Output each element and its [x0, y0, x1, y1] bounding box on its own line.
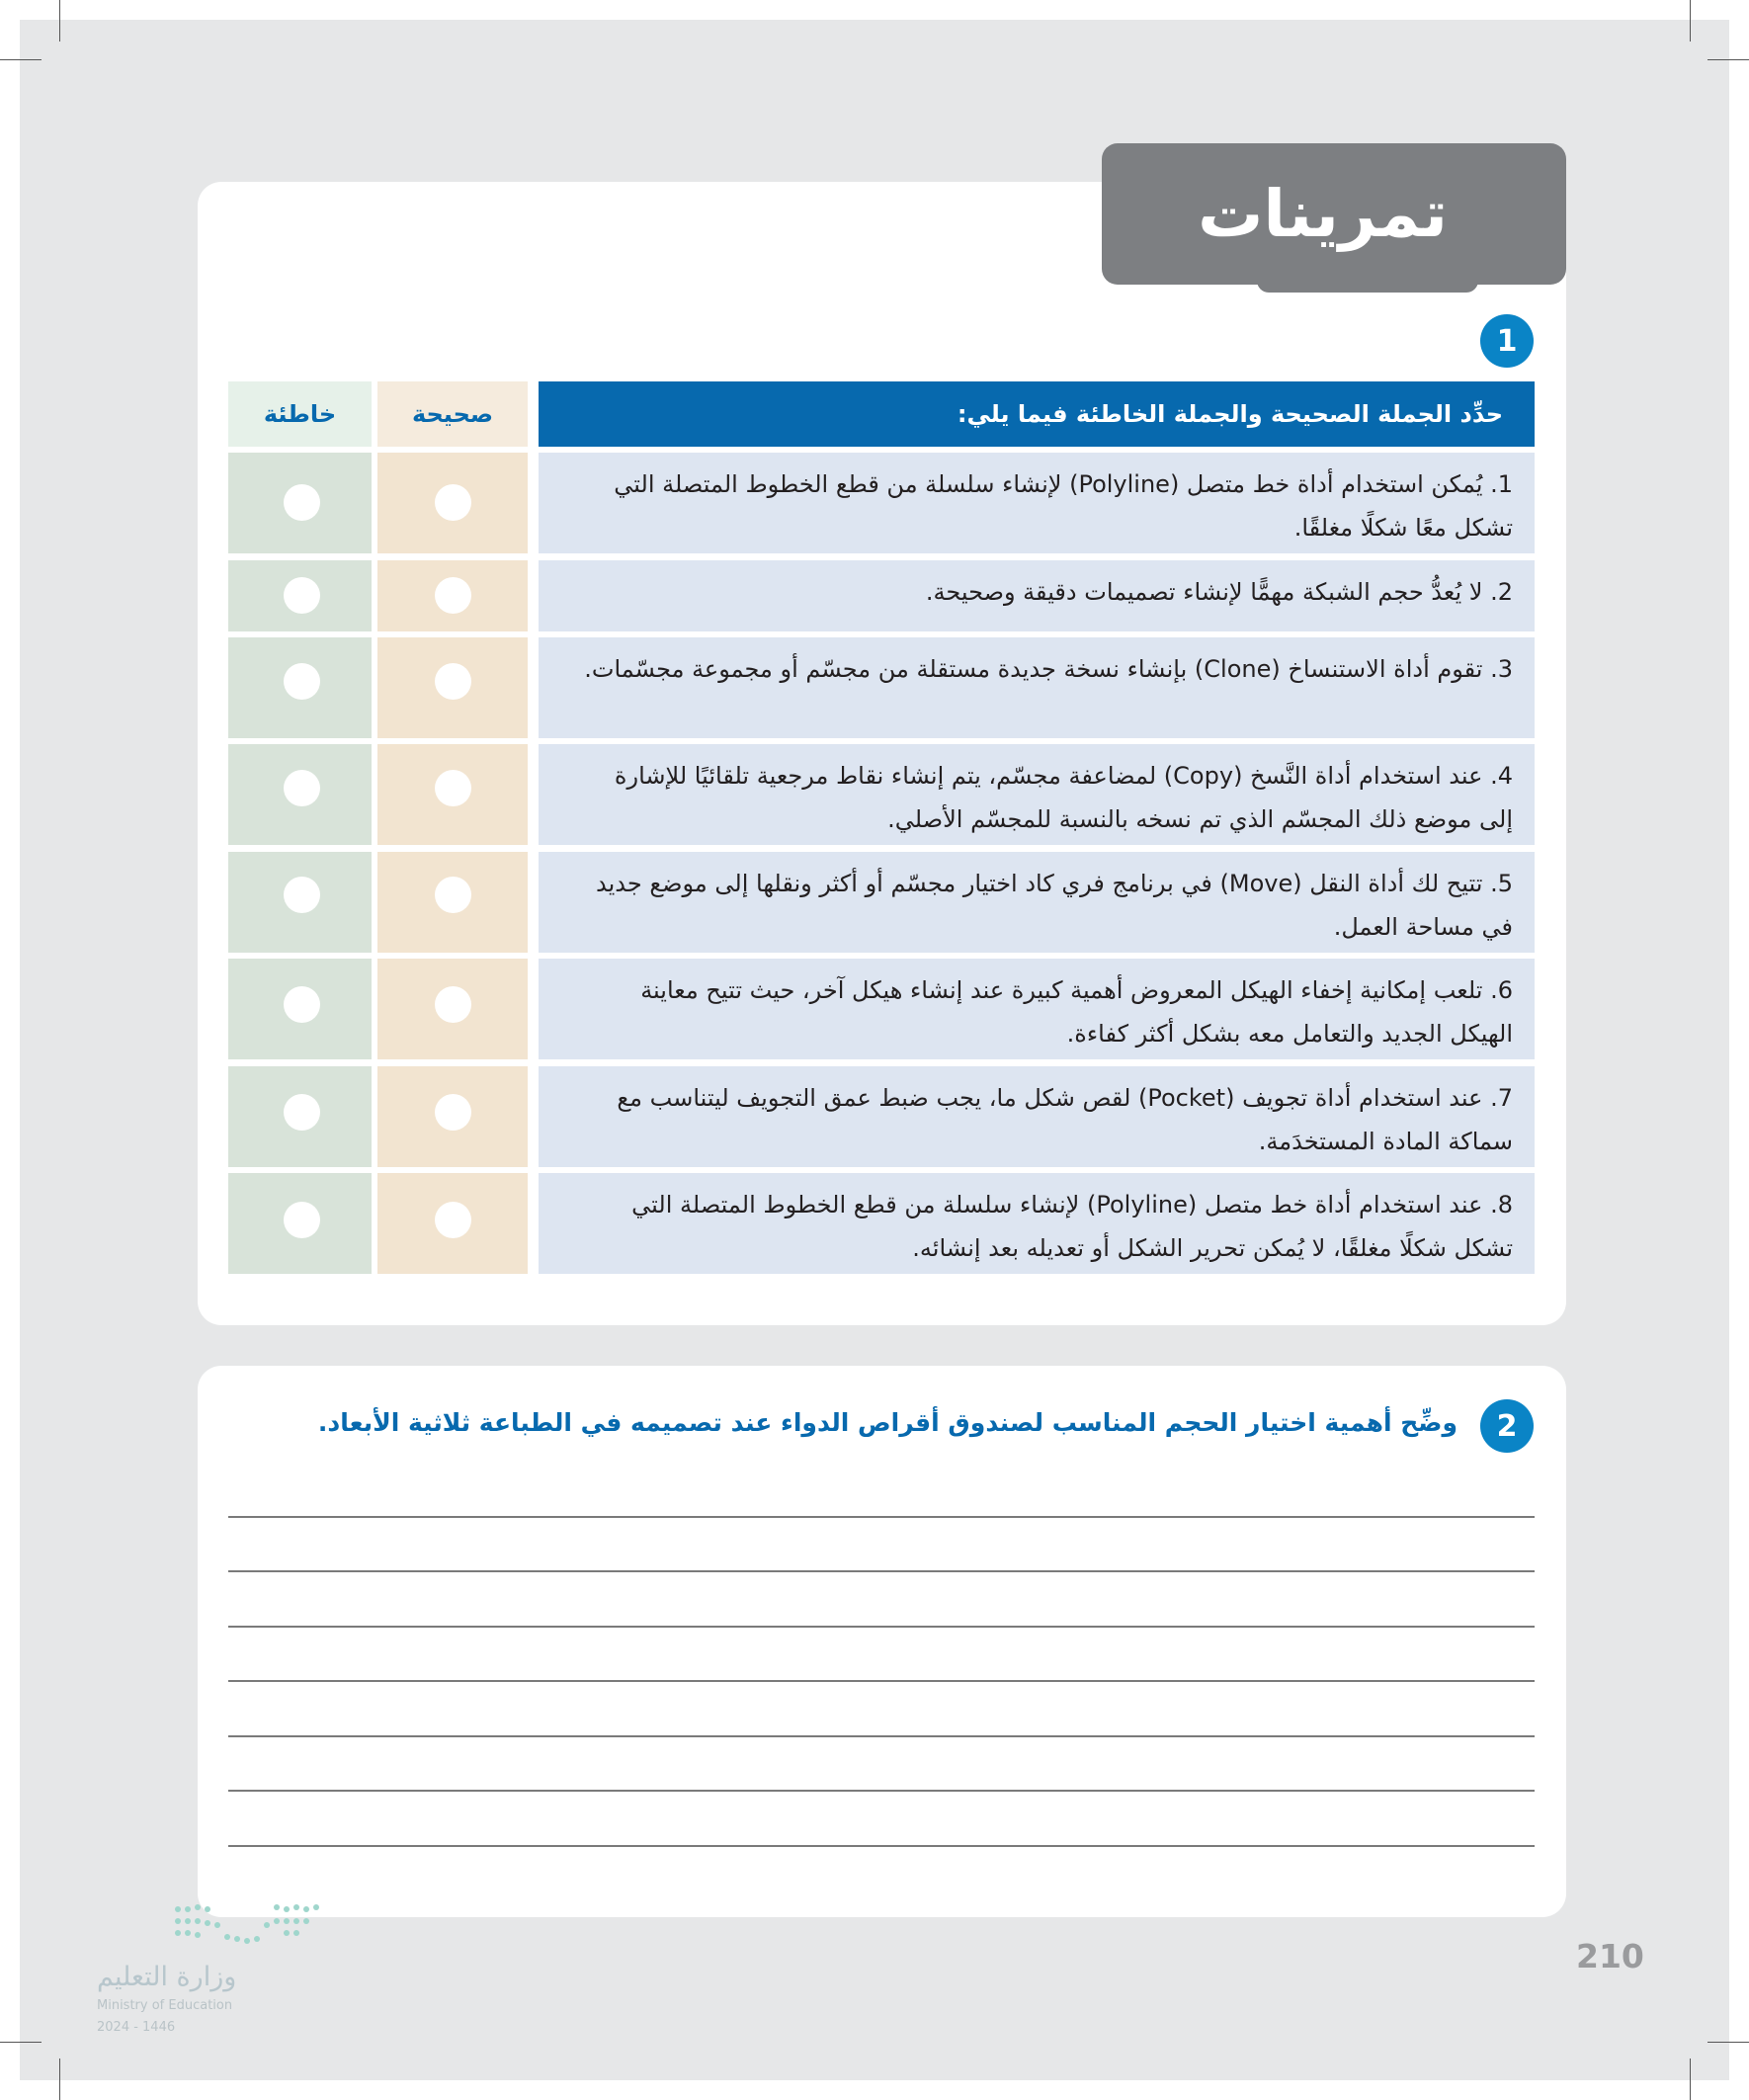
false-cell-5: [228, 852, 372, 953]
statement-row-3: 3. تقوم أداة الاستنساخ (Clone) بإنشاء نسخة جديدة مستقلة من مجسّم أو مجموعة مجسّمات.: [539, 637, 1535, 738]
ministry-name-arabic: وزارة التعليم: [97, 1962, 237, 1992]
true-cell-5: [377, 852, 528, 953]
false-cell-7: [228, 1066, 372, 1167]
answer-line[interactable]: [228, 1735, 1535, 1737]
statement-row-4: 4. عند استخدام أداة النَّسخ (Copy) لمضاعفة مجسّم، يتم إنشاء نقاط مرجعية تلقائيًا للإشارة إلى موضع ذلك المجسّم الذي تم نسخه بالنسبة للمجسّم الأصلي.: [539, 744, 1535, 845]
statement-row-6: 6. تلعب إمكانية إخفاء الهيكل المعروض أهمية كبيرة عند إنشاء هيكل آخر، حيث تتيح معاينة الهيكل الجديد والتعامل معه بشكل أكثر كفاءة.: [539, 959, 1535, 1059]
false-cell-3: [228, 637, 372, 738]
crop-mark: [1690, 0, 1691, 42]
true-cell-2: [377, 560, 528, 631]
false-option-circle[interactable]: [284, 986, 320, 1023]
true-cell-7: [377, 1066, 528, 1167]
answer-line[interactable]: [228, 1790, 1535, 1792]
false-option-circle[interactable]: [284, 577, 320, 614]
true-option-circle[interactable]: [435, 877, 471, 913]
ministry-name-english: Ministry of Education: [97, 1998, 233, 2013]
true-option-circle[interactable]: [435, 663, 471, 700]
page-title: تمرينات: [1198, 176, 1448, 252]
statement-row-8: 8. عند استخدام أداة خط متصل (Polyline) لإنشاء سلسلة من قطع الخطوط المتصلة التي تشكل شكلًا مغلقًا، لا يُمكن تحرير الشكل أو تعديله بعد إنشائه.: [539, 1173, 1535, 1274]
academic-year: 2024 - 1446: [97, 2020, 176, 2035]
crop-mark: [0, 2042, 42, 2043]
true-cell-1: [377, 453, 528, 553]
crop-mark: [0, 59, 42, 60]
false-option-circle[interactable]: [284, 1094, 320, 1131]
exercise-2-question: وضِّح أهمية اختيار الحجم المناسب لصندوق أقراص الدواء عند تصميمه في الطباعة ثلاثية الأبعاد.: [317, 1408, 1458, 1437]
title-banner-tail: [1257, 275, 1478, 293]
true-cell-4: [377, 744, 528, 845]
statement-row-5: 5. تتيح لك أداة النقل (Move) في برنامج فري كاد اختيار مجسّم أو أكثر ونقلها إلى موضع جديد في مساحة العمل.: [539, 852, 1535, 953]
crop-mark: [1690, 2058, 1691, 2100]
crop-mark: [59, 0, 60, 42]
statement-row-1: 1. يُمكن استخدام أداة خط متصل (Polyline) لإنشاء سلسلة من قطع الخطوط المتصلة التي تشكل معًا شكلًا مغلقًا.: [539, 453, 1535, 553]
false-cell-4: [228, 744, 372, 845]
page-number: 210: [1576, 1937, 1644, 1975]
table-header-false: خاطئة: [228, 381, 372, 447]
table-header-instruction: حدِّد الجملة الصحيحة والجملة الخاطئة فيما يلي:: [539, 381, 1535, 447]
false-cell-8: [228, 1173, 372, 1274]
crop-mark: [59, 2058, 60, 2100]
true-cell-3: [377, 637, 528, 738]
answer-line[interactable]: [228, 1845, 1535, 1847]
title-banner: [1102, 143, 1566, 285]
true-option-circle[interactable]: [435, 986, 471, 1023]
answer-line[interactable]: [228, 1680, 1535, 1682]
ministry-logo-icon: [168, 1899, 326, 1949]
false-option-circle[interactable]: [284, 877, 320, 913]
exercise-2-card: [198, 1366, 1566, 1917]
true-option-circle[interactable]: [435, 577, 471, 614]
true-cell-8: [377, 1173, 528, 1274]
false-option-circle[interactable]: [284, 663, 320, 700]
false-cell-6: [228, 959, 372, 1059]
true-option-circle[interactable]: [435, 484, 471, 521]
answer-line[interactable]: [228, 1516, 1535, 1518]
exercise-1-number: 1: [1480, 314, 1534, 368]
true-option-circle[interactable]: [435, 1202, 471, 1238]
false-option-circle[interactable]: [284, 1202, 320, 1238]
false-option-circle[interactable]: [284, 770, 320, 806]
true-option-circle[interactable]: [435, 770, 471, 806]
crop-mark: [1707, 59, 1749, 60]
statement-row-2: 2. لا يُعدُّ حجم الشبكة مهمًّا لإنشاء تصميمات دقيقة وصحيحة.: [539, 560, 1535, 631]
answer-line[interactable]: [228, 1626, 1535, 1628]
false-cell-2: [228, 560, 372, 631]
true-option-circle[interactable]: [435, 1094, 471, 1131]
false-option-circle[interactable]: [284, 484, 320, 521]
crop-mark: [1707, 2042, 1749, 2043]
false-cell-1: [228, 453, 372, 553]
exercise-2-number: 2: [1480, 1399, 1534, 1453]
statement-row-7: 7. عند استخدام أداة تجويف (Pocket) لقص شكل ما، يجب ضبط عمق التجويف ليتناسب مع سماكة المادة المستخدَمة.: [539, 1066, 1535, 1167]
answer-line[interactable]: [228, 1570, 1535, 1572]
table-header-true: صحيحة: [377, 381, 528, 447]
true-cell-6: [377, 959, 528, 1059]
